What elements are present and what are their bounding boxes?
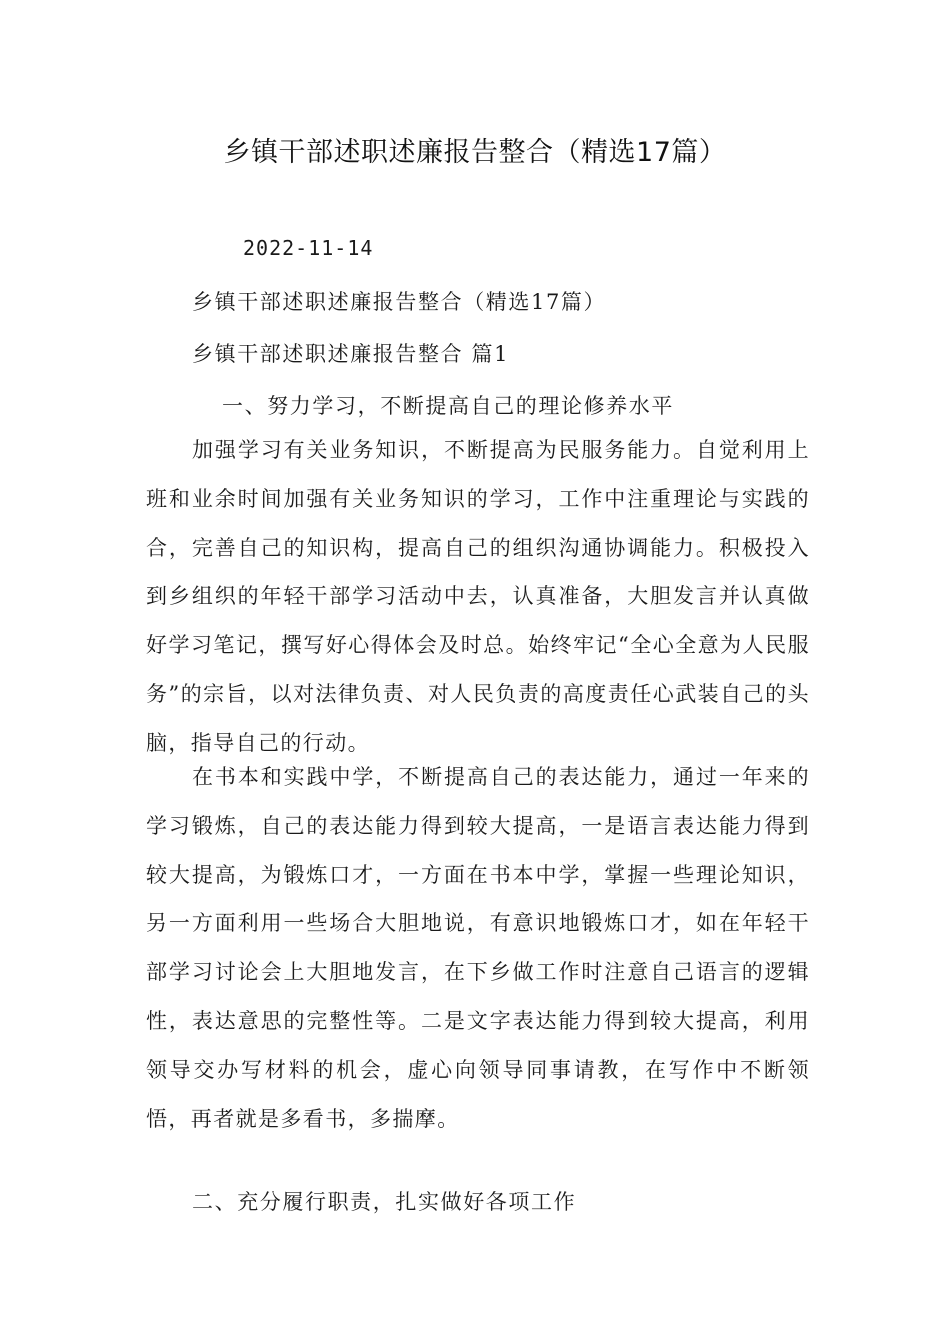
- section-heading-1: 一、努力学习，不断提高自己的理论修养水平: [222, 394, 674, 418]
- document-title: 乡镇干部述职述廉报告整合（精选17篇）: [223, 137, 727, 168]
- body-paragraph-2: 在书本和实践中学，不断提高自己的表达能力，通过一年来的学习锻炼，自己的表达能力得到较大提高，一是语言表达能力得到较大提高，为锻炼口才，一方面在书本中学，掌握一些理论知识，另一方面利用一些场合大胆地说，有意识地锻炼口才，如在年轻干部学习讨论会上大胆地发言，在下乡做工作时注意自己语言的逻辑性，表达意思的完整性等。二是文字表达能力得到较大提高，利用领导交办写材料的机会，虚心向领导同事请教，在写作中不断领悟，再者就是多看书，多揣摩。: [146, 765, 810, 1131]
- document-subtitle: 乡镇干部述职述廉报告整合（精选17篇）: [192, 290, 607, 314]
- section-heading-2: 二、充分履行职责，扎实做好各项工作: [192, 1190, 577, 1214]
- document-date: 2022-11-14: [243, 236, 374, 260]
- body-paragraph-1: 加强学习有关业务知识，不断提高为民服务能力。自觉利用上班和业余时间加强有关业务知识的学习，工作中注重理论与实践的合，完善自己的知识构，提高自己的组织沟通协调能力。积极投入到乡组织的年轻干部学习活动中去，认真准备，大胆发言并认真做好学习笔记，撰写好心得体会及时总。始终牢记“全心全意为人民服务”的宗旨，以对法律负责、对人民负责的高度责任心武装自己的头脑，指导自己的行动。: [146, 438, 810, 755]
- section-title: 乡镇干部述职述廉报告整合 篇1: [192, 342, 510, 366]
